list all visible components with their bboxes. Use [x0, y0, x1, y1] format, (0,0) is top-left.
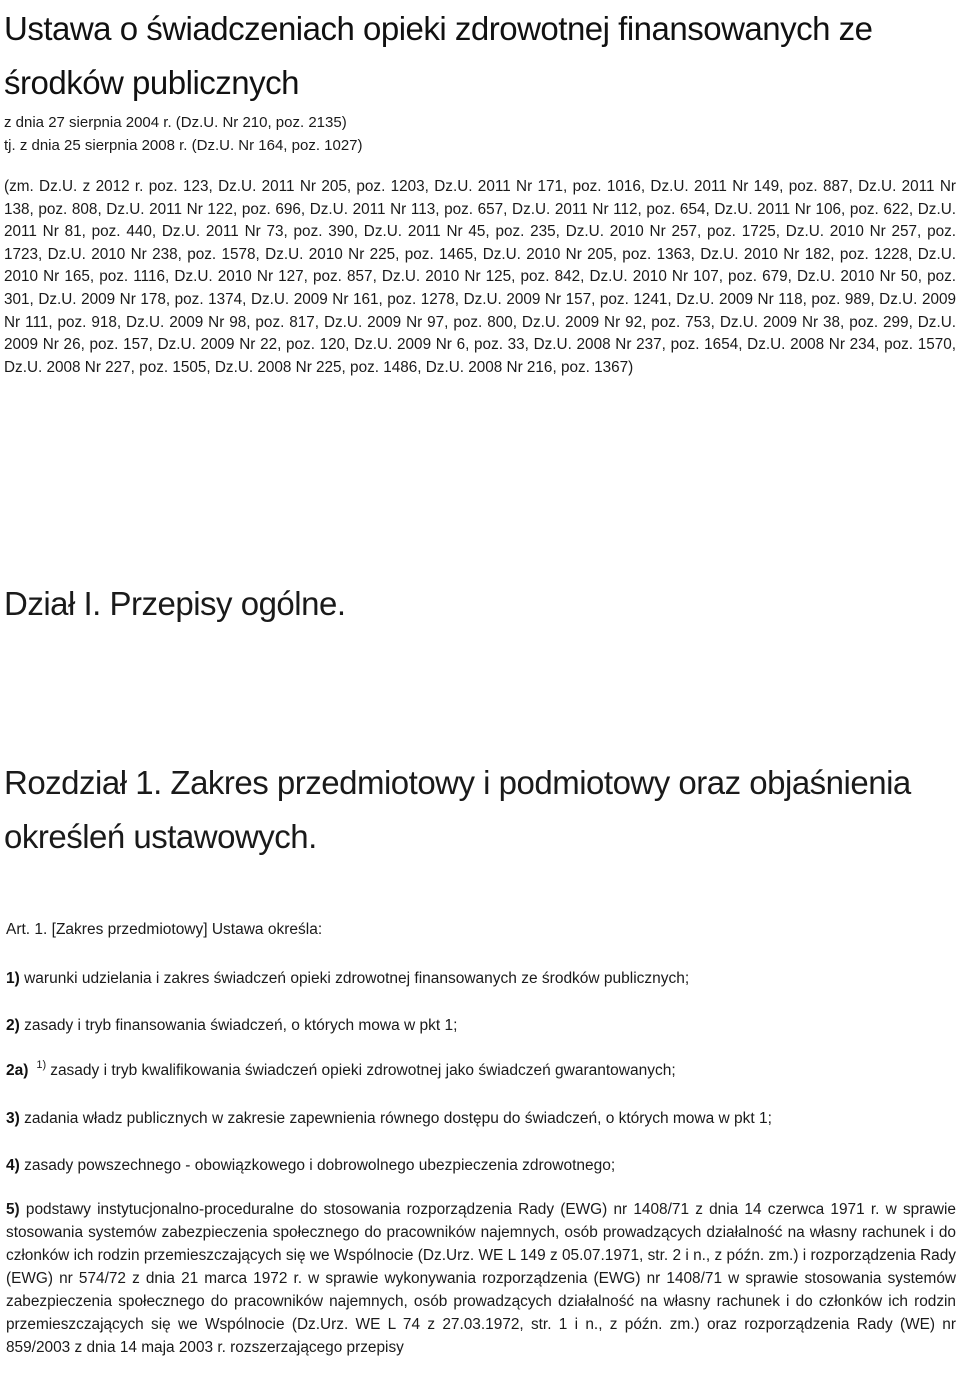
chapter-heading: Rozdział 1. Zakres przedmiotowy i podmiotowy oraz objaśnienia określeń ustawowych. [4, 764, 911, 855]
point-number: 5) [6, 1201, 20, 1218]
point-number: 2) [6, 1017, 20, 1034]
division-heading: Dział I. Przepisy ogólne. [4, 585, 346, 622]
point-text: podstawy instytucjonalno-proceduralne do stosowania rozporządzenia Rady (EWG) nr 1408/71 z dnia 14 czerwca 1971 r. w sprawie stosowania systemów zabezpieczenia społecznego do pracowników najemnych, osób prowadzących działalność na własny rachunek i do członków ich rodzin przemieszczających się we Wspólnocie (Dz.Urz. WE L 149 z 05.07.1971, str. 2 i n., z późn. zm.) i rozporządzenia Rady (EWG) nr 574/72 z dnia 21 marca 1972 r. w sprawie wykonywania rozporządzenia (EWG) nr 1408/71 w sprawie stosowania systemów zabezpieczenia społecznego do pracowników najemnych, osób prowadzących działalność na własny rachunek i do członków ich rodzin przemieszczających się we Wspólnocie (Dz.Urz. WE L 74 z 27.03.1972, str. 1 i n., z późn. zm.) oraz rozporządzenia Rady (WE) nr 859/2003 z dnia 14 maja 2003 r. rozszerzającego przepisy [6, 1201, 956, 1356]
list-item [6, 1198, 956, 1359]
footnote-reference: 1) [36, 1059, 47, 1071]
amendments-list: (zm. Dz.U. z 2012 r. poz. 123, Dz.U. 2011 Nr 205, poz. 1203, Dz.U. 2011 Nr 171, poz. 1016, Dz.U. 2011 Nr 149, poz. 887, Dz.U. 2011 Nr 138, poz. 808, Dz.U. 2011 Nr 122, poz. 696, Dz.U. 2011 Nr 113, poz. 657, Dz.U. 2011 Nr 112, poz. 654, Dz.U. 2011 Nr 106, poz. 622, Dz.U. 2011 Nr 81, poz. 440, Dz.U. 2011 Nr 73, poz. 390, Dz.U. 2011 Nr 45, poz. 235, Dz.U. 2010 Nr 257, poz. 1725, Dz.U. 2010 Nr 257, poz. 1723, Dz.U. 2010 Nr 238, poz. 1578, Dz.U. 2010 Nr 225, poz. 1465, Dz.U. 2010 Nr 205, poz. 1363, Dz.U. 2010 Nr 182, poz. 1228, Dz.U. 2010 Nr 165, poz. 1116, Dz.U. 2010 Nr 127, poz. 857, Dz.U. 2010 Nr 125, poz. 842, Dz.U. 2010 Nr 107, poz. 679, Dz.U. 2010 Nr 50, poz. 301, Dz.U. 2009 Nr 178, poz. 1374, Dz.U. 2009 Nr 161, poz. 1278, Dz.U. 2009 Nr 157, poz. 1241, Dz.U. 2009 Nr 118, poz. 989, Dz.U. 2009 Nr 111, poz. 918, Dz.U. 2009 Nr 98, poz. 817, Dz.U. 2009 Nr 97, poz. 800, Dz.U. 2009 Nr 92, poz. 753, Dz.U. 2009 Nr 38, poz. 299, Dz.U. 2009 Nr 26, poz. 157, Dz.U. 2009 Nr 22, poz. 120, Dz.U. 2009 Nr 6, poz. 33, Dz.U. 2008 Nr 237, poz. 1654, Dz.U. 2008 Nr 234, poz. 1570, Dz.U. 2008 Nr 227, poz. 1505, Dz.U. 2008 Nr 225, poz. 1486, Dz.U. 2008 Nr 216, poz. 1367) [4, 178, 956, 376]
list-item [6, 1061, 956, 1082]
enactment-date: z dnia 27 sierpnia 2004 r. (Dz.U. Nr 210, poz. 2135) [4, 114, 347, 131]
point-text: zasady powszechnego - obowiązkowego i dobrowolnego ubezpieczenia zdrowotnego; [24, 1157, 616, 1174]
point-text: zasady i tryb finansowania świadczeń, o których mowa w pkt 1; [24, 1017, 458, 1034]
point-number: 1) [6, 970, 20, 987]
consolidated-text-reference: tj. z dnia 25 sierpnia 2008 r. (Dz.U. Nr 164, poz. 1027) [4, 137, 363, 154]
point-text: warunki udzielania i zakres świadczeń opieki zdrowotnej finansowanych ze środków publicznych; [24, 970, 690, 987]
point-number: 4) [6, 1157, 20, 1174]
list-item [6, 1016, 956, 1036]
article-intro: Art. 1. [Zakres przedmiotowy] Ustawa określa: [6, 921, 323, 938]
list-item [6, 1156, 956, 1176]
point-text: zadania władz publicznych w zakresie zapewnienia równego dostępu do świadczeń, o których mowa w pkt 1; [24, 1110, 772, 1127]
point-text: zasady i tryb kwalifikowania świadczeń opieki zdrowotnej jako świadczeń gwarantowanych; [50, 1062, 676, 1079]
point-number: 3) [6, 1110, 20, 1127]
list-item [6, 969, 956, 989]
point-number: 2a) [6, 1062, 29, 1079]
document-title: Ustawa o świadczeniach opieki zdrowotnej finansowanych ze środków publicznych [4, 10, 873, 101]
list-item [6, 1109, 956, 1129]
